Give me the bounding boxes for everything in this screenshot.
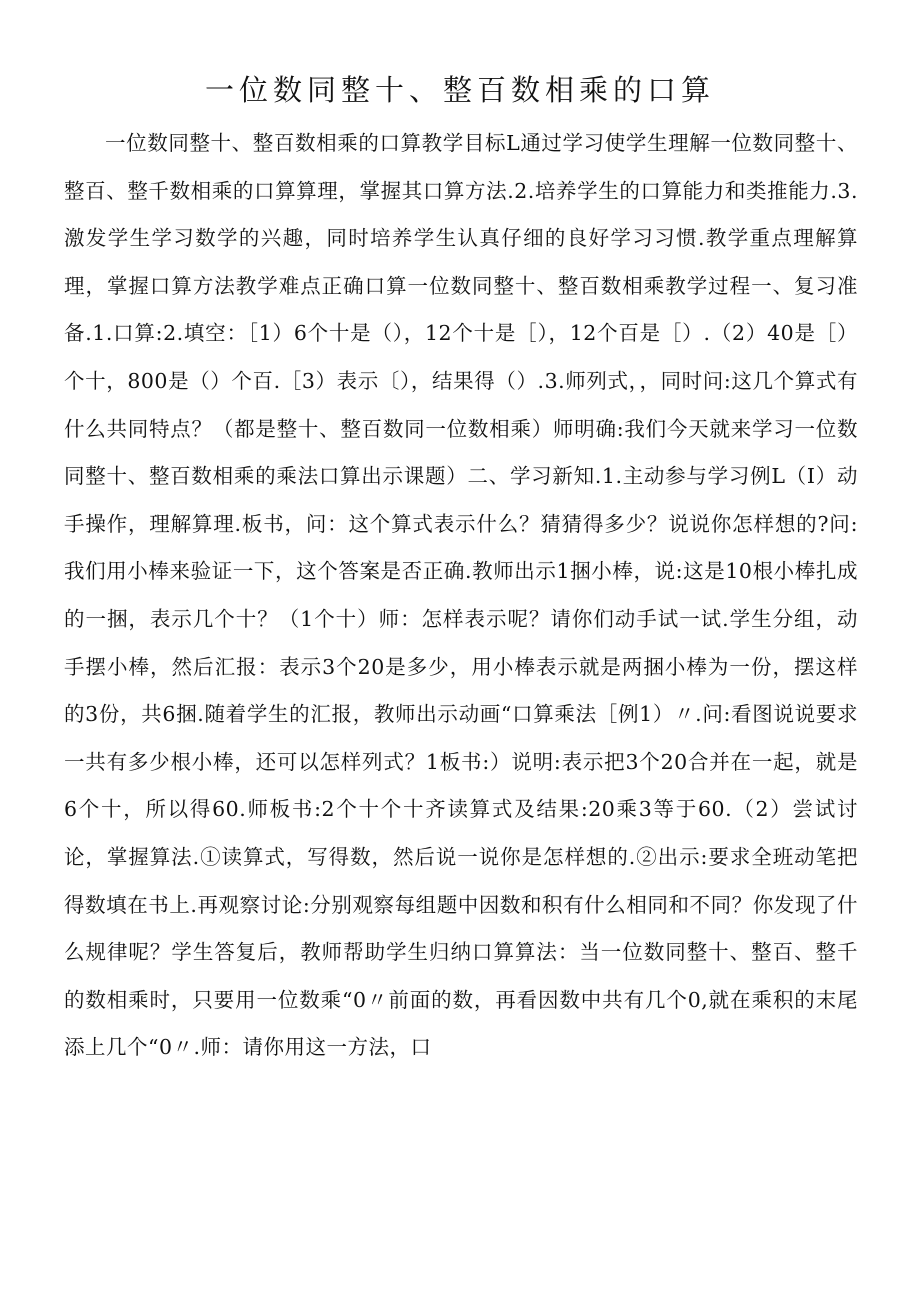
document-body-paragraph: 一位数同整十、整百数相乘的口算教学目标L通过学习使学生理解一位数同整十、整百、整千数相乘的口算算理，掌握其口算方法.2.培养学生的口算能力和类推能力.3.激发学生学习数学的兴趣，同时培养学生认真仔细的良好学习习惯.教学重点理解算理，掌握口算方法教学难点正确口算一位数同整十、整百数相乘教学过程一、复习准备.1.口算:2.填空：［1）6个十是（），12个十是［），12个百是［）.（2）40是［）个十，800是（）个百.［3）表示〔），结果得（）.3.师列式，，同时问:这几个算式有什么共同特点？（都是整十、整百数同一位数相乘）师明确:我们今天就来学习一位数同整十、整百数相乘的乘法口算出示课题）二、学习新知.1.主动参与学习例L（I）动手操作，理解算理.板书，问：这个算式表示什么？猜猜得多少？说说你怎样想的?问:我们用小棒来验证一下，这个答案是否正确.教师出示1捆小棒，说:这是10根小棒扎成的一捆，表示几个十？（1个十）师：怎样表示呢？请你们动手试一试.学生分组，动手摆小棒，然后汇报：表示3个20是多少，用小棒表示就是两捆小棒为一份，摆这样的3份，共6捆.随着学生的汇报，教师出示动画“口算乘法［例1）〃.问:看图说说要求一共有多少根小棒，还可以怎样列式？1板书:）说明:表示把3个20合并在一起，就是6个十，所以得60.师板书:2个十个十齐读算式及结果:20乘3等于60.（2）尝试讨论，掌握算法.①读算式，写得数，然后说一说你是怎样想的.②出示:要求全班动笔把得数填在书上.再观察讨论:分别观察每组题中因数和积有什么相同和不同？你发现了什么规律呢？学生答复后，教师帮助学生归纳口算算法：当一位数同整十、整百、整千的数相乘时，只要用一位数乘“0〃前面的数，再看因数中共有几个0,就在乘积的末尾添上几个“0〃.师：请你用这一方法，口: [64, 131, 858, 1060]
document-title: 一位数同整十、整百数相乘的口算: [204, 73, 715, 107]
